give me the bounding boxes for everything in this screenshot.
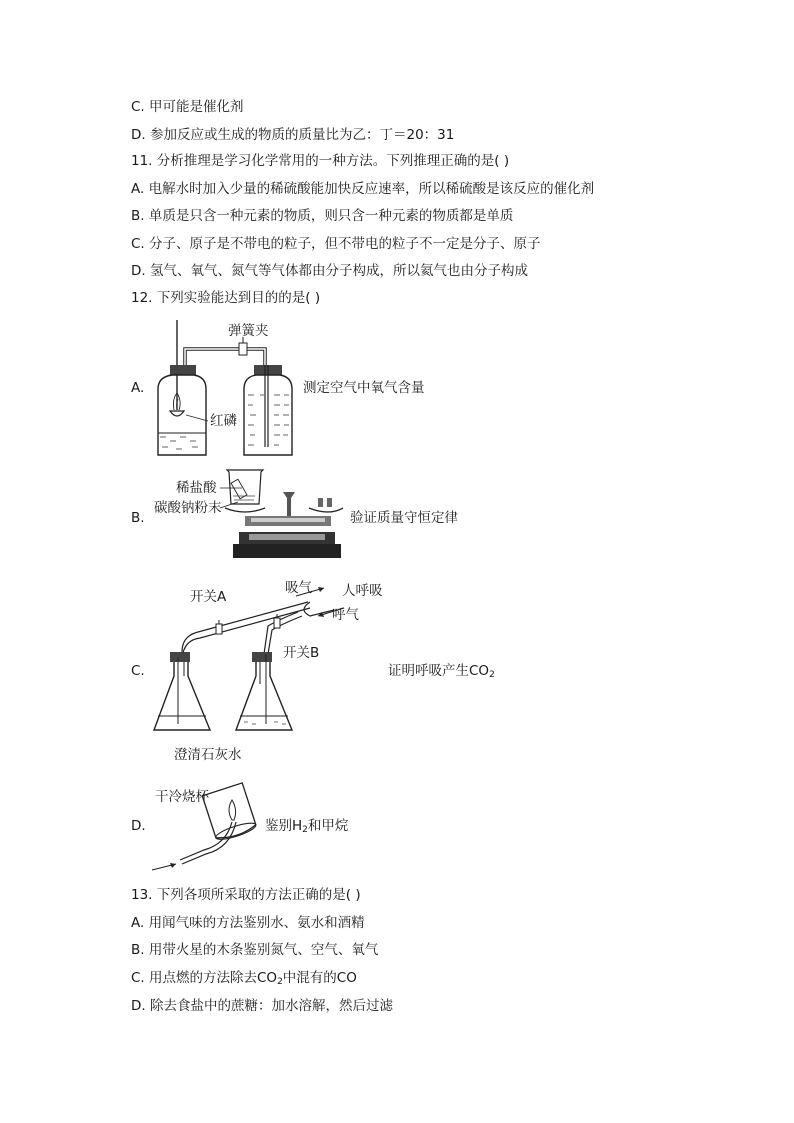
q12c-lime-water-label: 澄清石灰水 [174, 747, 242, 763]
q12b-caption: 验证质量守恒定律 [350, 510, 458, 526]
question-11-option-b: B. 单质是只含一种元素的物质，则只含一种元素的物质都是单质 [131, 208, 514, 224]
q12-option-d-tag: D. [131, 818, 146, 834]
question-13-option-b: B. 用带火星的木条鉴别氮气、空气、氧气 [131, 942, 379, 958]
q12b-powder-label: 碳酸钠粉末 [154, 500, 222, 516]
option-c-prev: C. 甲可能是催化剂 [131, 99, 244, 115]
option-d-prev: D. 参加反应或生成的物质的质量比为乙：丁＝20：31 [131, 127, 455, 143]
q12-option-b-tag: B. [131, 510, 145, 526]
q12c-caption: 证明呼吸产生$CO_2$ [388, 663, 495, 680]
mass-conservation-balance [225, 466, 345, 566]
breath-co2-apparatus [148, 580, 368, 740]
question-13-stem: 13. 下列各项所采取的方法正确的是( ) [131, 887, 361, 903]
q12d-caption: 鉴别$H_2$和甲烷 [265, 818, 349, 835]
question-11-option-c: C. 分子、原子是不带电的粒子，但不带电的粒子不一定是分子、原子 [131, 236, 541, 252]
q12a-caption: 测定空气中氧气含量 [303, 380, 425, 396]
q12b-acid-label: 稀盐酸 [176, 480, 217, 496]
q12c-breath-label: 人呼吸 [342, 583, 383, 599]
question-11-option-d: D. 氢气、氧气、氮气等气体都由分子构成，所以氦气也由分子构成 [131, 263, 528, 279]
q12-option-c-tag: C. [131, 663, 145, 679]
q12c-switch-a-label: 开关A [190, 589, 227, 605]
question-11-option-a: A. 电解水时加入少量的稀硫酸能加快反应速率，所以稀硫酸是该反应的催化剂 [131, 181, 595, 197]
question-13-option-a: A. 用闻气味的方法鉴别水、氨水和酒精 [131, 915, 365, 931]
question-13-option-c: C. 用点燃的方法除去$CO_2$中混有的CO [131, 970, 357, 987]
q12c-exhale-label: 呼气 [332, 607, 359, 623]
question-13-option-d: D. 除去食盐中的蔗糖：加水溶解，然后过滤 [131, 998, 393, 1014]
q12-option-a-tag: A. [131, 380, 145, 396]
q12a-clip-label: 弹簧夹 [228, 323, 269, 339]
oxygen-content-apparatus [150, 315, 300, 460]
q12c-inhale-label: 吸气 [285, 580, 312, 596]
question-11-stem: 11. 分析推理是学习化学常用的一种方法。下列推理正确的是( ) [131, 153, 510, 169]
question-12-stem: 12. 下列实验能达到目的的是( ) [131, 290, 321, 306]
q12d-beaker-label: 干冷烧杯 [155, 789, 209, 805]
q12b-leader-lines [220, 486, 250, 516]
q12c-switch-b-label: 开关B [283, 645, 320, 661]
q12a-phosphorus-label: 红磷 [210, 413, 237, 429]
